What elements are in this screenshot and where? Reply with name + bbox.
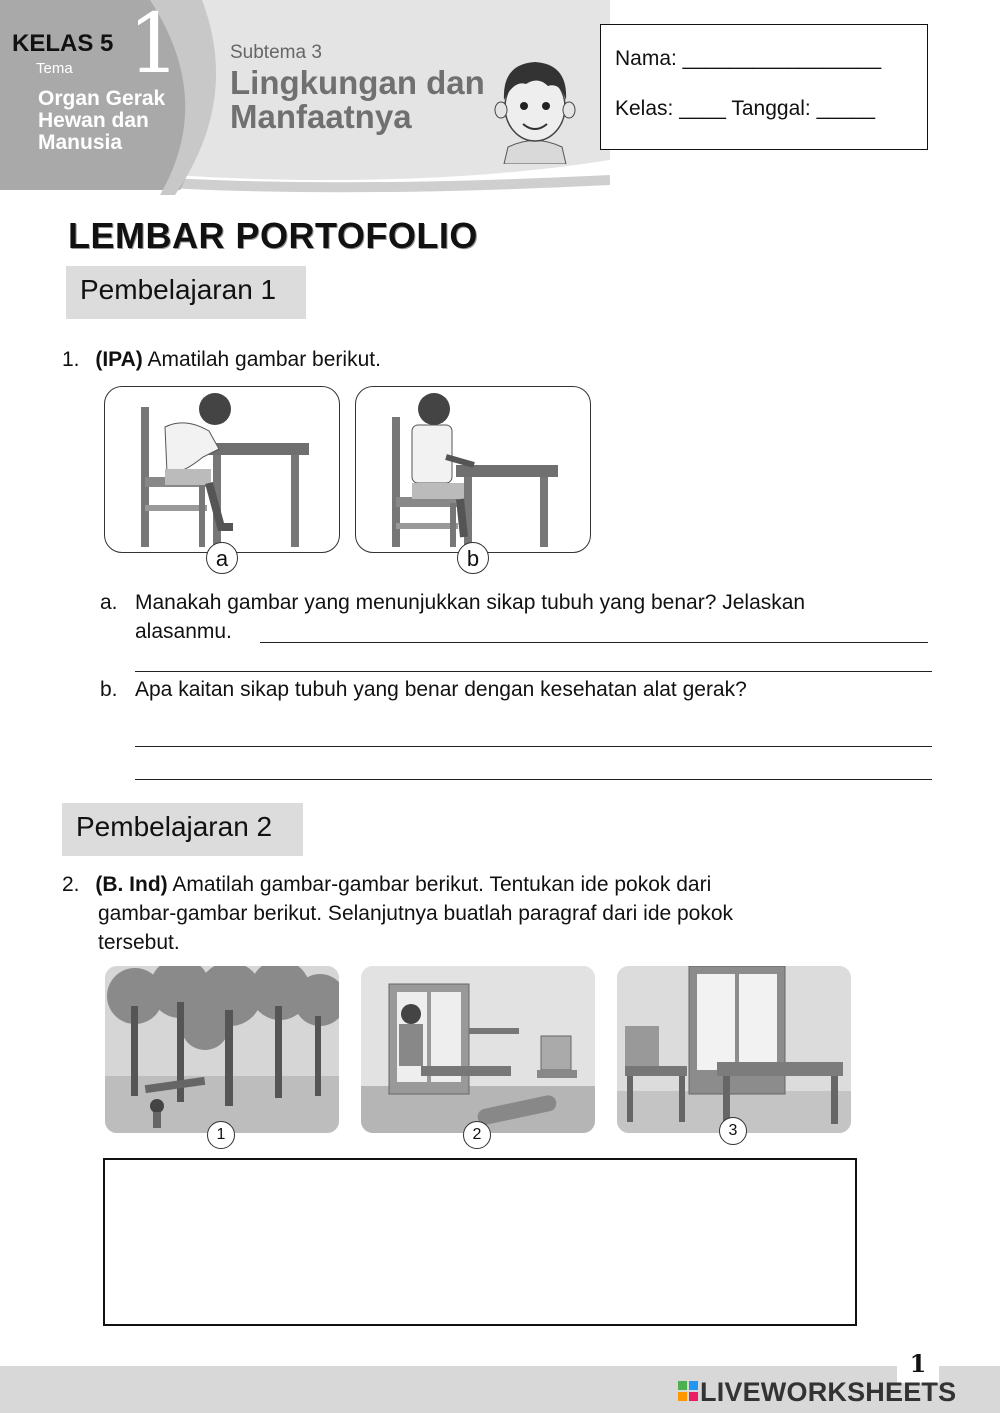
theme-label: Tema	[36, 60, 73, 77]
theme-title: Organ Gerak Hewan dan Manusia	[38, 87, 166, 154]
carpenter-workshop-illustration	[361, 966, 595, 1133]
forest-logging-illustration	[105, 966, 339, 1133]
boy-mascot-illustration	[490, 52, 580, 164]
class-label: KELAS 5	[12, 30, 114, 57]
posture-picture-b	[355, 386, 591, 553]
page-number: 1	[897, 1345, 939, 1383]
subtheme-label: Subtema 3	[230, 42, 322, 63]
subtheme-title: Lingkungan dan Manfaatnya	[230, 64, 485, 135]
sub-question-b-text: Apa kaitan sikap tubuh yang benar dengan kesehatan alat gerak?	[135, 678, 747, 701]
paragraph-answer-box[interactable]	[103, 1158, 857, 1326]
question-2-number: 2.	[62, 873, 80, 896]
picture-label-b: b	[457, 542, 489, 574]
sub-question-a-continuation: alasanmu.	[135, 620, 232, 643]
theme-number: 1	[128, 0, 181, 92]
wooden-furniture-illustration	[617, 966, 851, 1133]
question-1-text: Amatilah gambar berikut.	[147, 348, 381, 371]
page-title: LEMBAR PORTOFOLIO	[68, 215, 478, 256]
question-1-subject: (IPA)	[95, 348, 143, 371]
carpenter-picture-2	[361, 966, 595, 1133]
question-2-text-line-3: tersebut.	[98, 931, 180, 954]
picture-label-3: 3	[719, 1117, 747, 1145]
question-1-number: 1.	[62, 348, 80, 371]
picture-label-1: 1	[207, 1121, 235, 1149]
name-field[interactable]: Nama: _________________	[615, 47, 882, 70]
answer-line-b-2[interactable]	[135, 779, 932, 780]
sub-question-a-text: Manakah gambar yang menunjukkan sikap tubuh yang benar? Jelaskan	[135, 591, 806, 614]
bent-posture-illustration	[105, 387, 340, 553]
student-info-box	[600, 24, 928, 150]
section-tag-pembelajaran-1: Pembelajaran 1	[66, 266, 306, 319]
question-2-text-line-1: Amatilah gambar-gambar berikut. Tentukan ide pokok dari	[172, 873, 712, 896]
furniture-picture-3	[617, 966, 851, 1133]
liveworksheets-logo-icon	[678, 1381, 698, 1401]
picture-label-2: 2	[463, 1121, 491, 1149]
answer-line-b-1[interactable]	[135, 746, 932, 747]
class-date-field[interactable]: Kelas: ____ Tanggal: _____	[615, 97, 875, 120]
answer-line-a-2[interactable]	[135, 671, 932, 672]
upright-posture-illustration	[356, 387, 591, 553]
question-2-text-line-2: gambar-gambar berikut. Selanjutnya buatlah paragraf dari ide pokok	[98, 902, 734, 925]
picture-label-a: a	[206, 542, 238, 574]
forest-picture-1	[105, 966, 339, 1133]
sub-question-b-letter: b.	[100, 678, 118, 701]
question-2-subject: (B. Ind)	[95, 873, 168, 896]
posture-picture-a	[104, 386, 340, 553]
sub-question-a-letter: a.	[100, 591, 118, 614]
liveworksheets-brand[interactable]: LIVEWORKSHEETS	[700, 1377, 957, 1407]
answer-line-a-1[interactable]	[260, 642, 928, 643]
section-tag-pembelajaran-2: Pembelajaran 2	[62, 803, 303, 856]
